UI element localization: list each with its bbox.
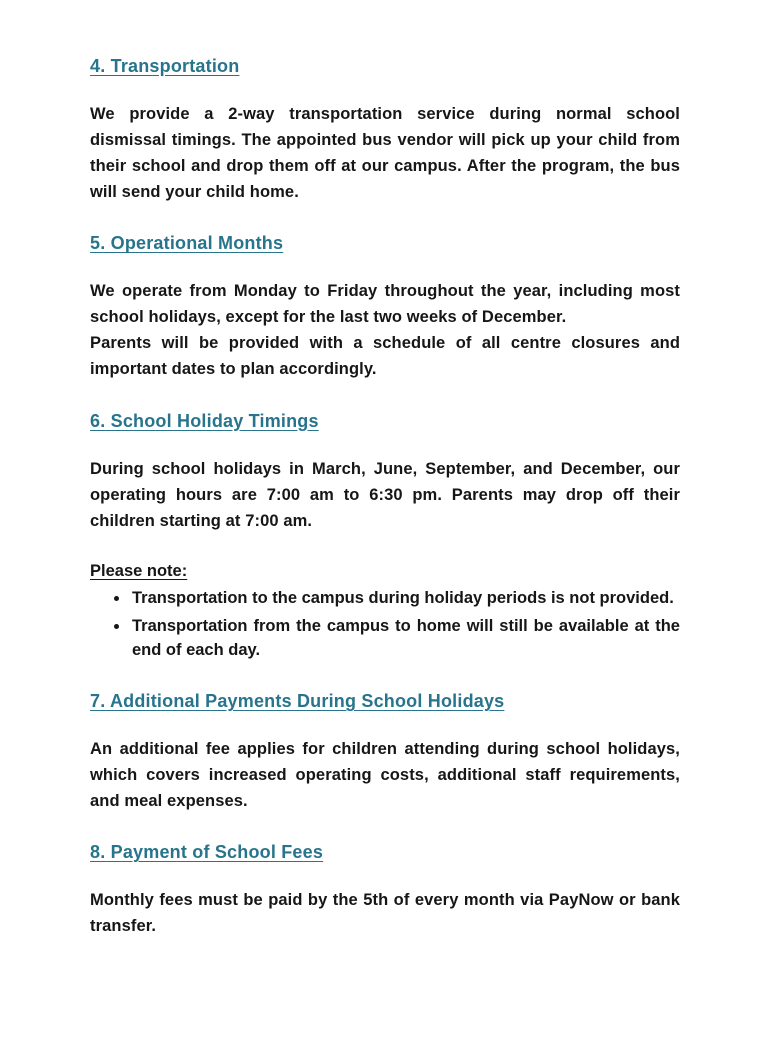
section-heading: 6. School Holiday Timings xyxy=(90,410,319,431)
paragraph: During school holidays in March, June, September, and December, our operating hours are 7:00 am to 6:30 pm. Parents may drop off their children starting at 7:00 am. xyxy=(90,459,680,530)
note-block xyxy=(90,558,680,663)
section-additional-payments xyxy=(90,691,680,814)
section-payment-of-fees xyxy=(90,842,680,939)
note-list xyxy=(90,586,680,663)
paragraph: We provide a 2-way transportation service during normal school dismissal timings. The appointed bus vendor will pick up your child from their school and drop them off at our campus. After the program, the bus will send your child home. xyxy=(90,105,680,202)
section-heading: 7. Additional Payments During School Holidays xyxy=(90,691,505,711)
paragraph: Parents will be provided with a schedule of all centre closures and important dates to plan accordingly. xyxy=(90,334,680,379)
paragraph: Monthly fees must be paid by the 5th of every month via PayNow or bank transfer. xyxy=(90,891,680,936)
note-bullet: • Transportation from the campus to home will still be available at the end of each day. xyxy=(130,614,680,664)
note-heading: Please note: xyxy=(90,561,188,580)
section-school-holiday-timings xyxy=(90,411,680,664)
section-operational-months xyxy=(90,233,680,382)
note-bullet: • Transportation to the campus during holiday periods is not provided. xyxy=(130,586,680,611)
paragraph: An additional fee applies for children attending during school holidays, which covers increased operating costs, additional staff requirements, and meal expenses. xyxy=(90,740,680,811)
paragraph: We operate from Monday to Friday throughout the year, including most school holidays, except for the last two weeks of December. xyxy=(90,282,680,327)
section-heading: 4. Transportation xyxy=(90,56,240,76)
section-transportation xyxy=(90,56,680,205)
section-heading: 5. Operational Months xyxy=(90,233,284,254)
section-heading: 8. Payment of School Fees xyxy=(90,842,324,863)
